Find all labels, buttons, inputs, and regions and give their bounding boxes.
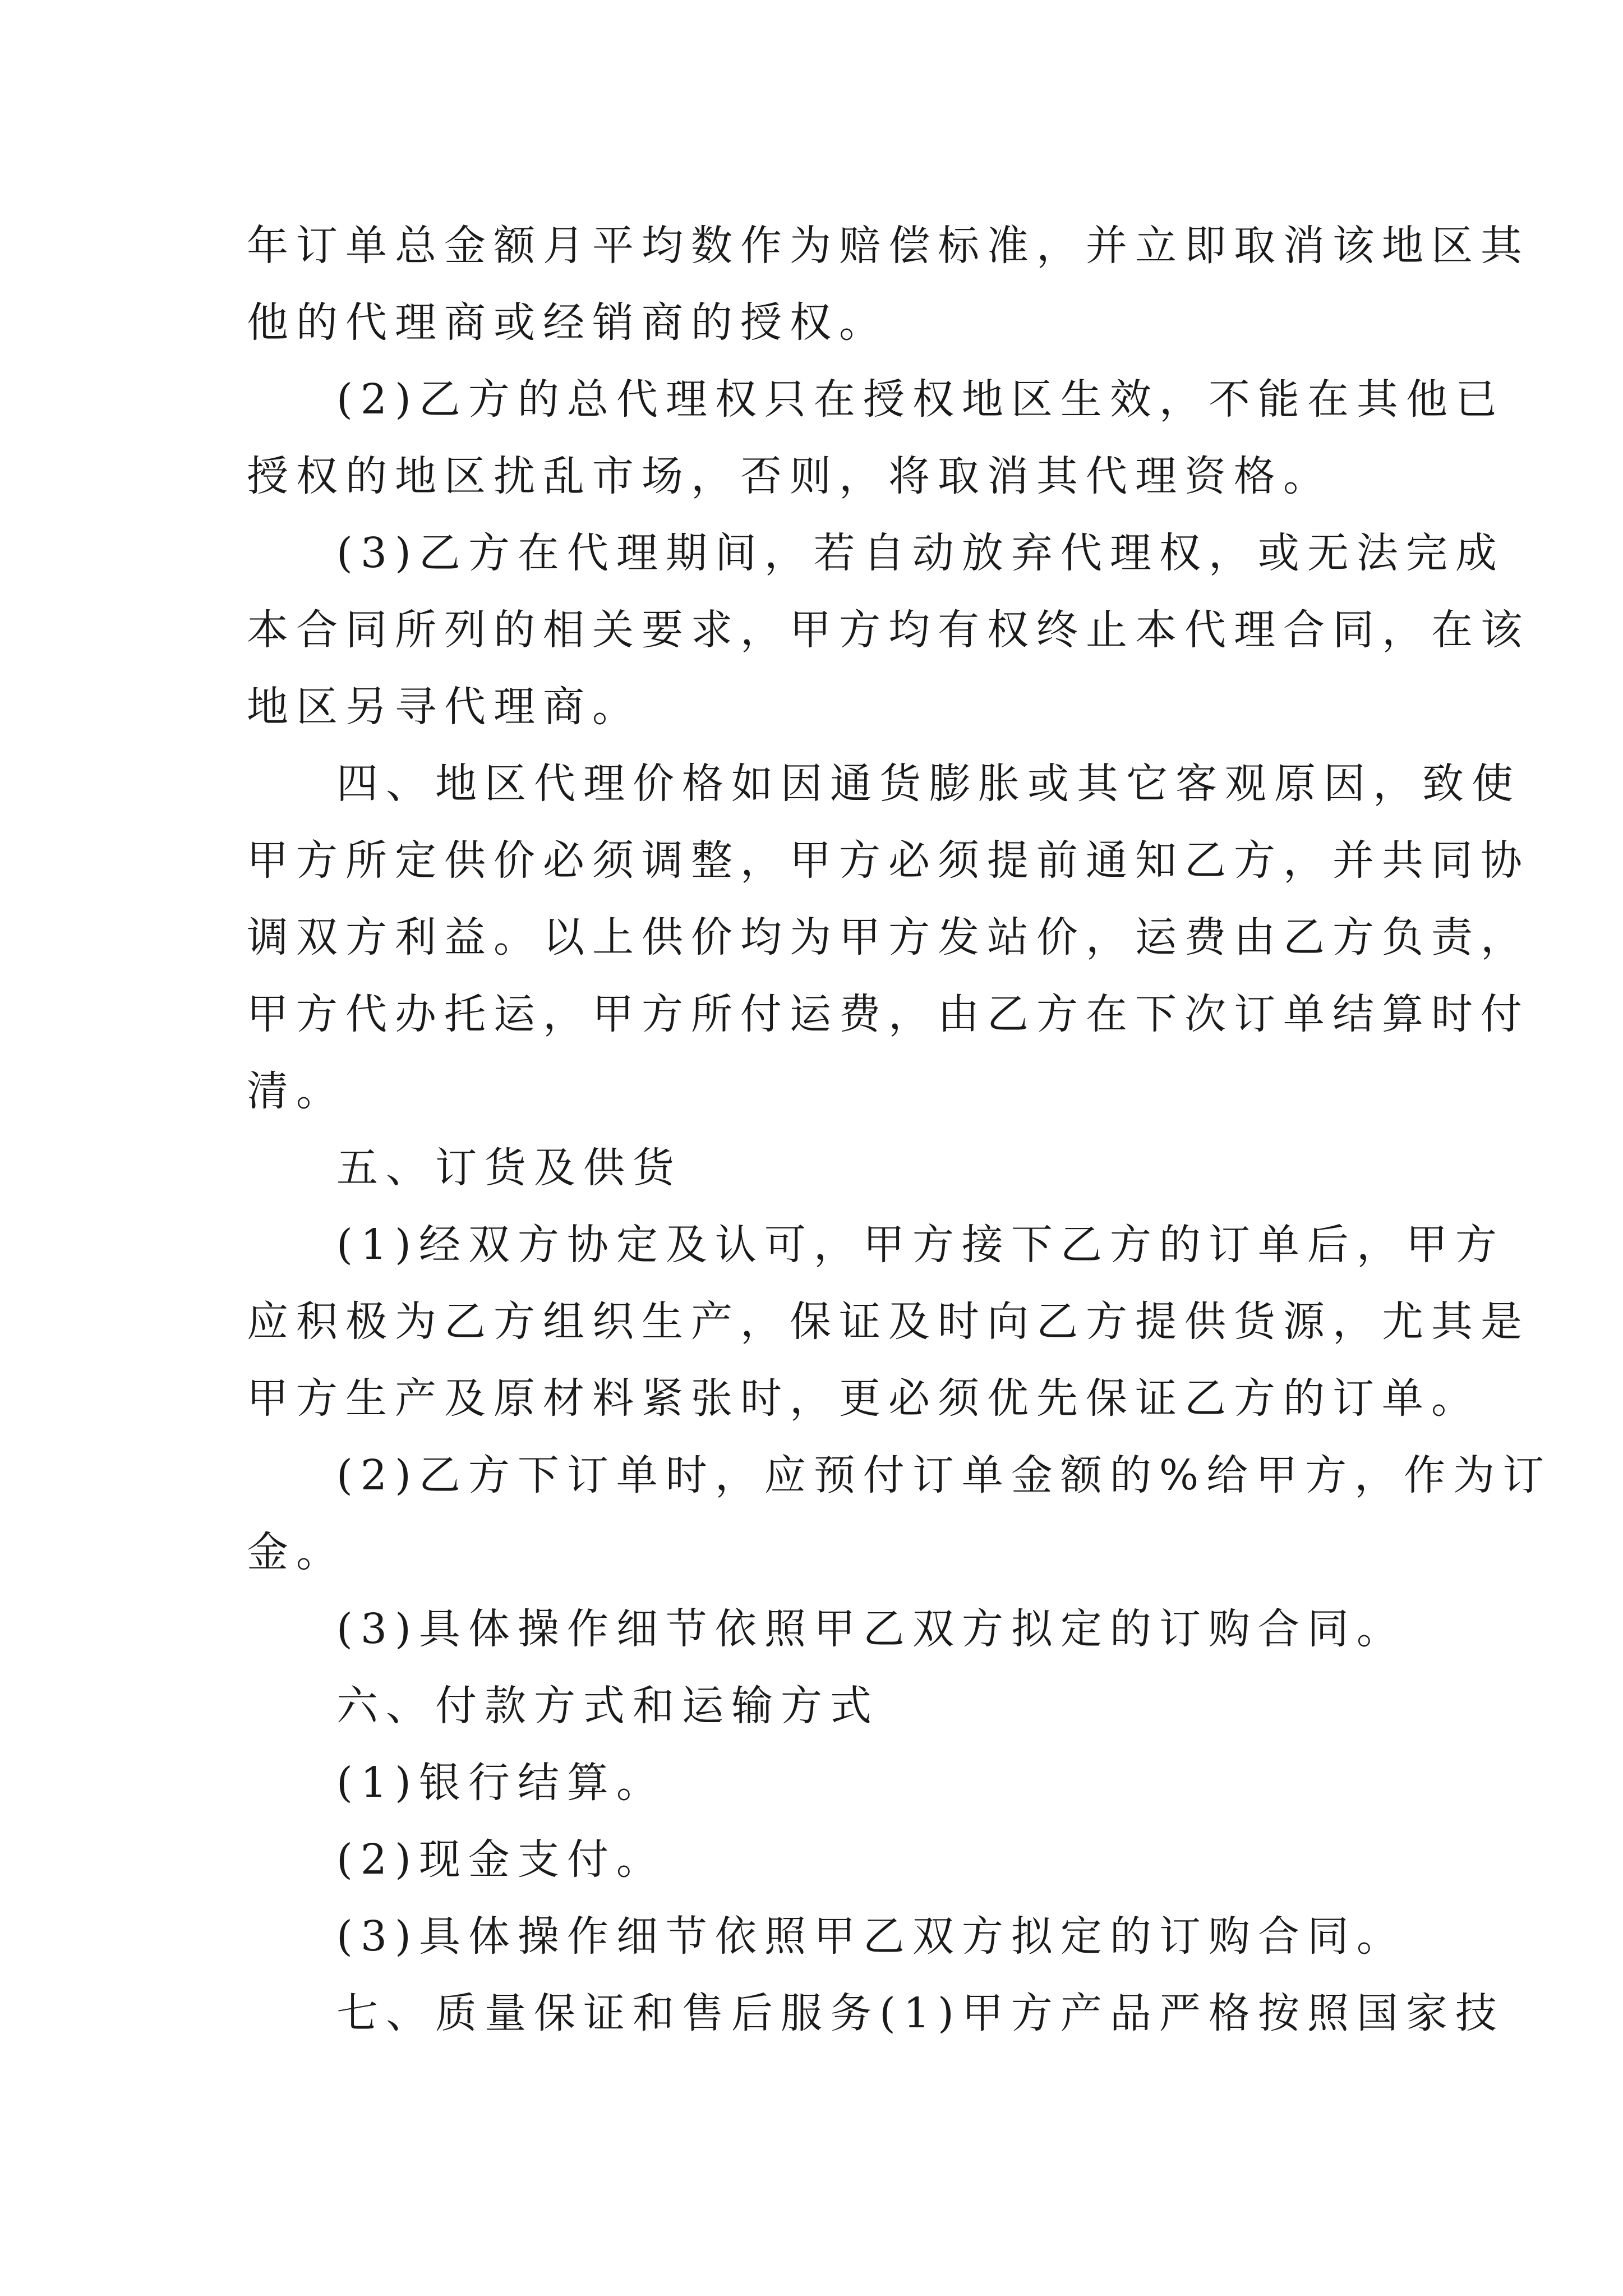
text-line: 应积极为乙方组织生产，保证及时向乙方提供货源，尤其是 <box>247 1297 1530 1346</box>
text-line: 五、订货及供货 <box>336 1144 682 1192</box>
text-line: 金。 <box>247 1528 345 1576</box>
text-line: (2)现金支付。 <box>336 1835 666 1884</box>
text-line: 清。 <box>247 1067 345 1115</box>
document-body <box>247 208 1552 2052</box>
text-line: 四、地区代理价格如因通货膨胀或其它客观原因，致使 <box>336 760 1521 808</box>
text-line: 调双方利益。以上供价均为甲方发站价，运费由乙方负责， <box>247 913 1530 961</box>
text-line: 年订单总金额月平均数作为赔偿标准，并立即取消该地区其 <box>247 222 1530 270</box>
text-line: 六、付款方式和运输方式 <box>336 1682 879 1730</box>
text-line: 他的代理商或经销商的授权。 <box>247 298 888 347</box>
text-line: 本合同所列的相关要求，甲方均有权终止本代理合同，在该 <box>247 606 1530 654</box>
text-line: 地区另寻代理商。 <box>247 683 642 731</box>
text-line: (3)具体操作细节依照甲乙双方拟定的订购合同。 <box>336 1605 1406 1653</box>
text-line: (3)具体操作细节依照甲乙双方拟定的订购合同。 <box>336 1912 1406 1961</box>
text-line: 七、质量保证和售后服务(1)甲方产品严格按照国家技 <box>336 1989 1505 2037</box>
text-line: (1)银行结算。 <box>336 1759 666 1807</box>
text-line: 甲方生产及原材料紧张时，更必须优先保证乙方的订单。 <box>247 1374 1481 1423</box>
text-line: 甲方代办托运，甲方所付运费，由乙方在下次订单结算时付 <box>247 990 1530 1038</box>
text-line: 甲方所定供价必须调整，甲方必须提前通知乙方，并共同协 <box>247 836 1530 885</box>
text-line: 授权的地区扰乱市场，否则，将取消其代理资格。 <box>247 452 1332 500</box>
text-line: (3)乙方在代理期间，若自动放弃代理权，或无法完成 <box>336 529 1505 577</box>
text-line: (2)乙方下订单时，应预付订单金额的%给甲方，作为订 <box>336 1451 1552 1499</box>
text-line: (1)经双方协定及认可，甲方接下乙方的订单后，甲方 <box>336 1221 1505 1269</box>
text-line: (2)乙方的总代理权只在授权地区生效，不能在其他已 <box>336 375 1505 424</box>
